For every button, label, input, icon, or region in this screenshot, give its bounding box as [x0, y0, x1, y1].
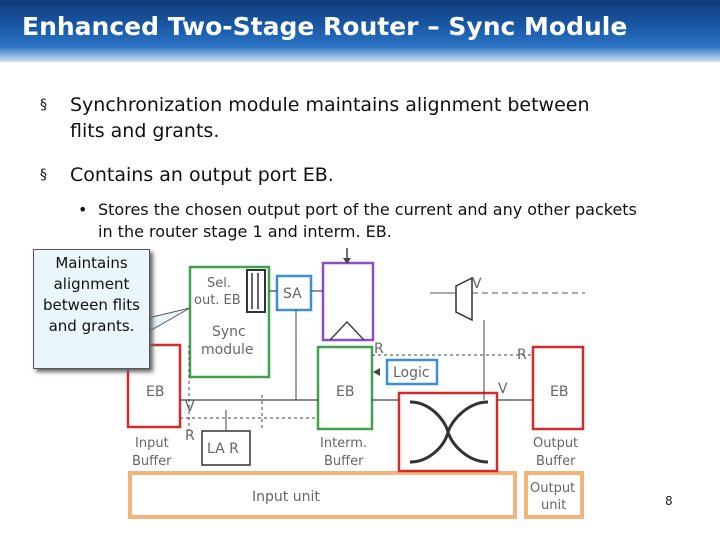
output-unit-label-2: unit: [541, 498, 567, 513]
callout-box: [33, 249, 150, 369]
bullet-text: Contains an output port EB.: [70, 164, 334, 186]
stage1-box: [323, 263, 373, 340]
slide-title: Enhanced Two-Stage Router – Sync Module: [22, 12, 628, 41]
sub-bullet-text: Stores the chosen output port of the current and any other packets in the router stage 1 and interm. EB.: [98, 200, 637, 241]
sel-out-eb-label-2: out. EB: [194, 293, 241, 308]
callout-text: Maintains alignment between flits and grants.: [43, 254, 140, 335]
sub-bullet-marker: •: [78, 200, 88, 219]
signal-v-label: V: [498, 381, 508, 397]
logic-label: Logic: [393, 365, 430, 381]
input-eb-label: EB: [146, 384, 165, 400]
output-unit-label-1: Output: [530, 481, 576, 496]
output-buffer-label-2: Buffer: [536, 454, 576, 469]
sel-out-eb-label-1: Sel.: [207, 276, 231, 291]
sa-label: SA: [283, 286, 302, 302]
output-eb-label: EB: [550, 384, 569, 400]
sync-module-label-2: module: [201, 342, 254, 358]
signal-r-label: R: [374, 341, 384, 357]
input-buffer-label-2: Buffer: [132, 454, 172, 469]
bullet-marker: §: [40, 97, 47, 113]
bullet-marker: §: [40, 167, 47, 183]
signal-r-label: R: [517, 347, 527, 363]
input-buffer-label-1: Input: [135, 436, 169, 451]
signal-v-label: V: [185, 399, 195, 415]
input-unit-box: [130, 473, 515, 517]
signal-r-label: R: [185, 428, 195, 444]
sync-module-label-1: Sync: [212, 324, 246, 340]
interm-buffer-label-1: Interm.: [320, 436, 368, 451]
input-unit-label: Input unit: [252, 489, 320, 505]
interm-buffer-label-2: Buffer: [324, 454, 364, 469]
la-r-label: LA R: [207, 441, 239, 457]
page-number: 8: [665, 494, 673, 508]
signal-v-label: V: [472, 276, 482, 292]
interm-eb-label: EB: [336, 384, 355, 400]
sel-out-eb-register: [247, 270, 265, 312]
callout-pointer: [148, 308, 190, 332]
bullet-text: Synchronization module maintains alignment between flits and grants.: [70, 94, 590, 142]
output-buffer-label-1: Output: [533, 436, 579, 451]
mux: [456, 278, 472, 320]
